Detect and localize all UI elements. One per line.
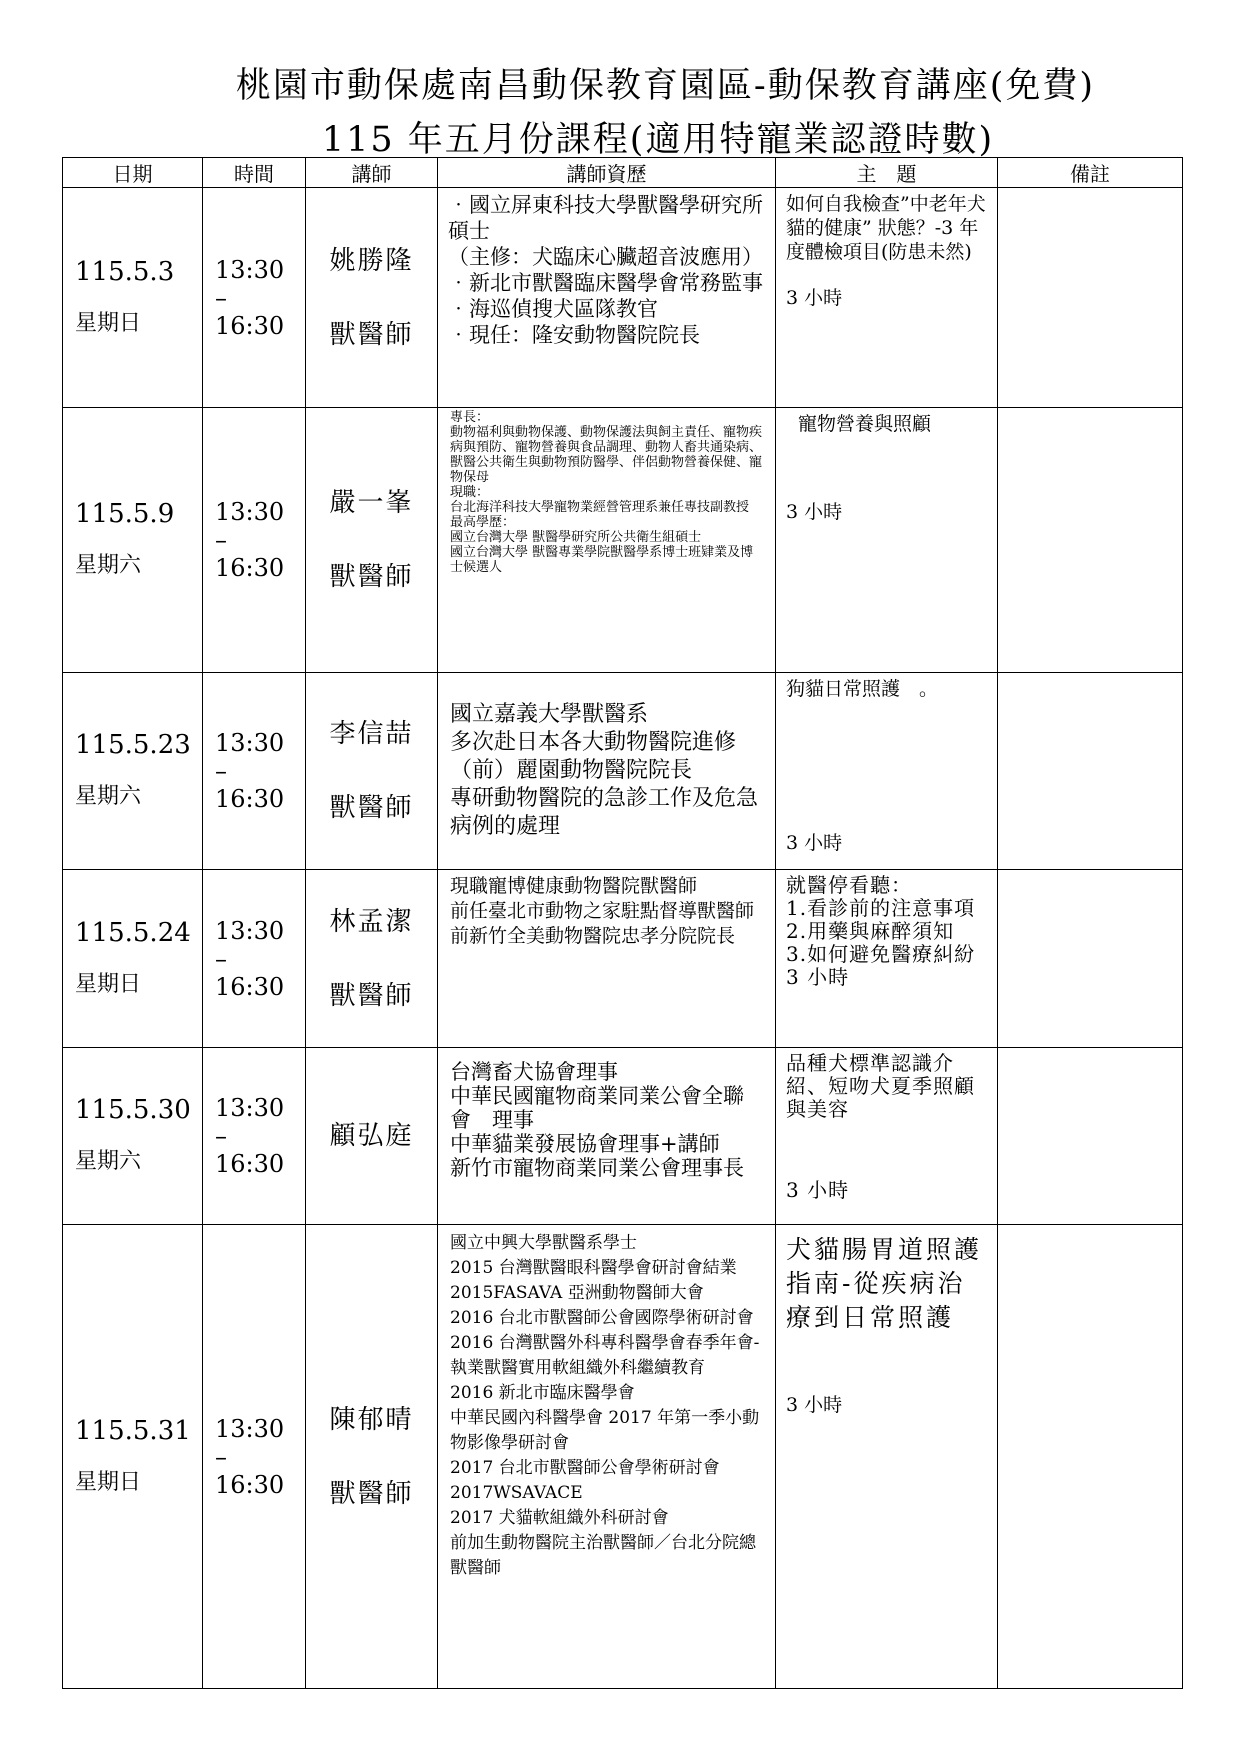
note-cell xyxy=(998,870,1183,1048)
table-row xyxy=(63,1225,1183,1689)
header-lecturer: 講師 xyxy=(306,158,438,188)
credentials-cell: ‧國立屏東科技大學獸醫學研究所碩士 （主修：犬臨床心臟超音波應用） ‧新北市獸醫臨床醫學會常務監事 ‧海巡偵搜犬區隊教官 ‧現任：隆安動物醫院院長 xyxy=(438,188,776,408)
credentials-cell: 專長： 動物福利與動物保護、動物保護法與飼主責任、寵物疾病與預防、寵物營養與食品調理、動物人畜共通染病、獸醫公共衛生與動物預防醫學、伴侶動物營養保健、寵物保母 現職： 台北海洋科技大學寵物業經營管理系兼任專技副教授 最高學歷： 國立台灣大學 獸醫學研究所公共衛生組碩士 國立台灣大學 獸醫專業學院獸醫學系博士班肄業及博士候選人 xyxy=(438,408,776,673)
table-header-row xyxy=(63,158,1183,188)
time-cell: 13:30 – 16:30 xyxy=(203,408,306,673)
time-cell: 13:30 – 16:30 xyxy=(203,673,306,870)
lecturer-cell: 陳郁晴 獸醫師 xyxy=(306,1225,438,1689)
table-row xyxy=(63,1048,1183,1225)
topic-cell: 寵物營養與照顧 3 小時 xyxy=(776,408,998,673)
page-title: 桃園市動保處南昌動保教育園區-動保教育講座(免費) xyxy=(235,66,1096,106)
header-credentials: 講師資歷 xyxy=(438,158,776,188)
header-time: 時間 xyxy=(203,158,306,188)
page-subtitle: 115 年五月份課程(適用特寵業認證時數) xyxy=(321,120,995,160)
date-cell: 115.5.9 星期六 xyxy=(63,408,203,673)
time-cell: 13:30 – 16:30 xyxy=(203,870,306,1048)
header-date: 日期 xyxy=(63,158,203,188)
time-cell: 13:30 – 16:30 xyxy=(203,1048,306,1225)
note-cell xyxy=(998,673,1183,870)
note-cell xyxy=(998,1225,1183,1689)
credentials-cell: 國立嘉義大學獸醫系 多次赴日本各大動物醫院進修 （前）麗園動物醫院院長 專研動物醫院的急診工作及危急病例的處理 xyxy=(438,673,776,870)
date-cell: 115.5.24 星期日 xyxy=(63,870,203,1048)
topic-cell: 如何自我檢查”中老年犬貓的健康” 狀態？-3 年度體檢項目(防患未然) 3 小時 xyxy=(776,188,998,408)
date-cell: 115.5.31 星期日 xyxy=(63,1225,203,1689)
lecturer-cell: 姚勝隆 獸醫師 xyxy=(306,188,438,408)
topic-cell: 品種犬標準認識介紹、短吻犬夏季照顧與美容 3 小時 xyxy=(776,1048,998,1225)
header-topic: 主 題 xyxy=(776,158,998,188)
credentials-cell: 國立中興大學獸醫系學士 2015 台灣獸醫眼科醫學會研討會結業 2015FASAVA 亞洲動物醫師大會 2016 台北市獸醫師公會國際學術研討會 2016 台灣獸醫外科專科醫學會春季年會-執業獸醫實用軟組織外科繼續教育 2016 新北市臨床醫學會 中華民國內科醫學會 2017 年第一季小動物影像學研討會 2017 台北市獸醫師公會學術研討會 2017WSAVACE 2017 犬貓軟組織外科研討會 前加生動物醫院主治獸醫師／台北分院總獸醫師 xyxy=(438,1225,776,1689)
table-row xyxy=(63,188,1183,408)
course-table xyxy=(62,157,1183,1689)
table-row xyxy=(63,408,1183,673)
lecturer-cell: 林孟潔 獸醫師 xyxy=(306,870,438,1048)
date-cell: 115.5.30 星期六 xyxy=(63,1048,203,1225)
note-cell xyxy=(998,1048,1183,1225)
table-row xyxy=(63,673,1183,870)
table-row xyxy=(63,870,1183,1048)
date-cell: 115.5.3 星期日 xyxy=(63,188,203,408)
time-cell: 13:30 – 16:30 xyxy=(203,1225,306,1689)
lecturer-cell: 李信喆 獸醫師 xyxy=(306,673,438,870)
date-cell: 115.5.23 星期六 xyxy=(63,673,203,870)
lecturer-cell: 嚴一峯 獸醫師 xyxy=(306,408,438,673)
topic-cell: 犬貓腸胃道照護指南-從疾病治療到日常照護 3 小時 xyxy=(776,1225,998,1689)
credentials-cell: 台灣畜犬協會理事 中華民國寵物商業同業公會全聯會 理事 中華貓業發展協會理事+講師 新竹市寵物商業同業公會理事長 xyxy=(438,1048,776,1225)
topic-cell: 狗貓日常照護 。 3 小時 xyxy=(776,673,998,870)
lecturer-cell: 顧弘庭 xyxy=(306,1048,438,1225)
note-cell xyxy=(998,408,1183,673)
credentials-cell: 現職寵博健康動物醫院獸醫師 前任臺北市動物之家駐點督導獸醫師 前新竹全美動物醫院忠孝分院院長 xyxy=(438,870,776,1048)
header-note: 備註 xyxy=(998,158,1183,188)
note-cell xyxy=(998,188,1183,408)
topic-cell: 就醫停看聽： 1.看診前的注意事項 2.用藥與麻醉須知 3.如何避免醫療糾紛 3 小時 xyxy=(776,870,998,1048)
time-cell: 13:30 – 16:30 xyxy=(203,188,306,408)
